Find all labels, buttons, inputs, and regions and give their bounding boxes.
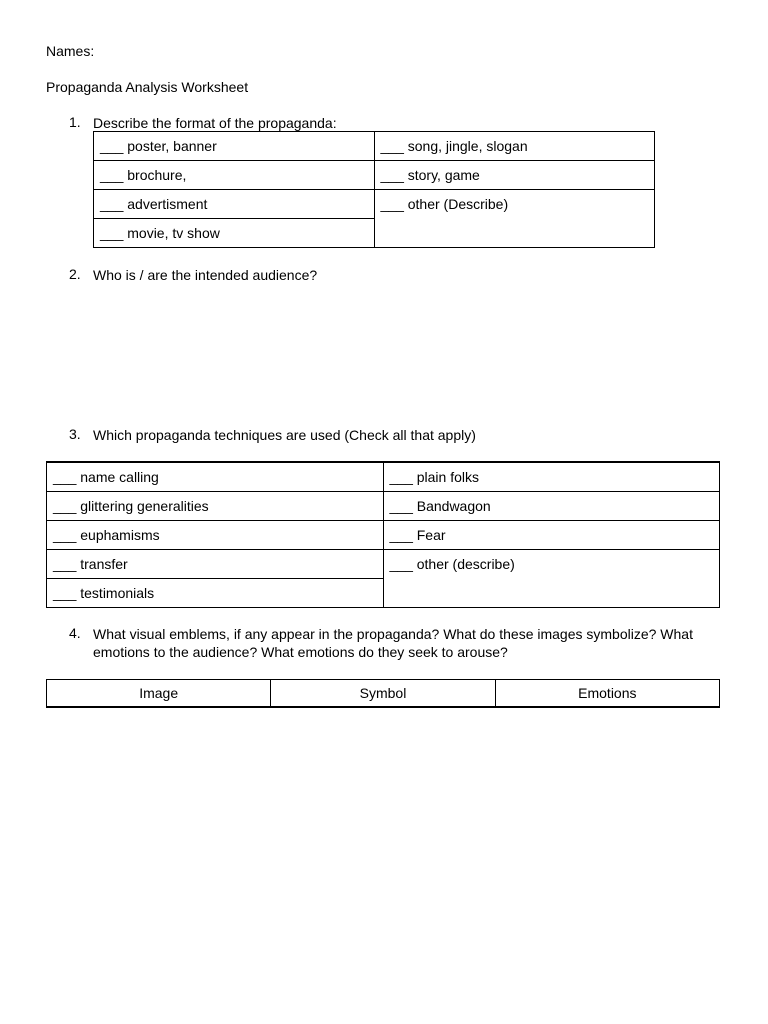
techniques-table: [46, 461, 720, 608]
q3-text: Which propaganda techniques are used (Check all that apply): [93, 427, 476, 443]
column-header-symbol: Symbol: [271, 680, 495, 708]
format-option[interactable]: ___ brochure,: [94, 161, 375, 190]
q4-text-line1: What visual emblems, if any appear in the propaganda? What do these images symbolize? What: [93, 626, 693, 642]
technique-option[interactable]: ___ transfer: [47, 550, 384, 579]
technique-option[interactable]: ___ name calling: [47, 462, 384, 492]
names-label: Names:: [46, 43, 95, 59]
format-table: [93, 131, 655, 248]
technique-option-other[interactable]: ___ other (describe): [383, 550, 720, 608]
q2-text: Who is / are the intended audience?: [93, 267, 318, 283]
column-header-emotions: Emotions: [495, 680, 719, 708]
format-option[interactable]: ___ story, game: [374, 161, 655, 190]
q4-text-line2: emotions to the audience? What emotions do they seek to arouse?: [93, 644, 508, 660]
column-header-image: Image: [47, 680, 271, 708]
format-option[interactable]: ___ advertisment: [94, 190, 375, 219]
audience-answer-area[interactable]: [93, 290, 713, 410]
technique-option[interactable]: ___ glittering generalities: [47, 492, 384, 521]
format-option-other[interactable]: ___ other (Describe): [374, 190, 655, 248]
format-option[interactable]: ___ song, jingle, slogan: [374, 132, 655, 161]
format-option[interactable]: ___ poster, banner: [94, 132, 375, 161]
technique-option[interactable]: ___ testimonials: [47, 579, 384, 608]
q1-text: Describe the format of the propaganda:: [93, 115, 337, 131]
q1-number: 1.: [69, 114, 81, 130]
q2-number: 2.: [69, 266, 81, 282]
worksheet-title: Propaganda Analysis Worksheet: [46, 79, 249, 95]
emblems-table: [46, 679, 720, 708]
q4-number: 4.: [69, 625, 81, 641]
technique-option[interactable]: ___ euphamisms: [47, 521, 384, 550]
technique-option[interactable]: ___ Fear: [383, 521, 720, 550]
q3-number: 3.: [69, 426, 81, 442]
technique-option[interactable]: ___ plain folks: [383, 462, 720, 492]
technique-option[interactable]: ___ Bandwagon: [383, 492, 720, 521]
format-option[interactable]: ___ movie, tv show: [94, 219, 375, 248]
